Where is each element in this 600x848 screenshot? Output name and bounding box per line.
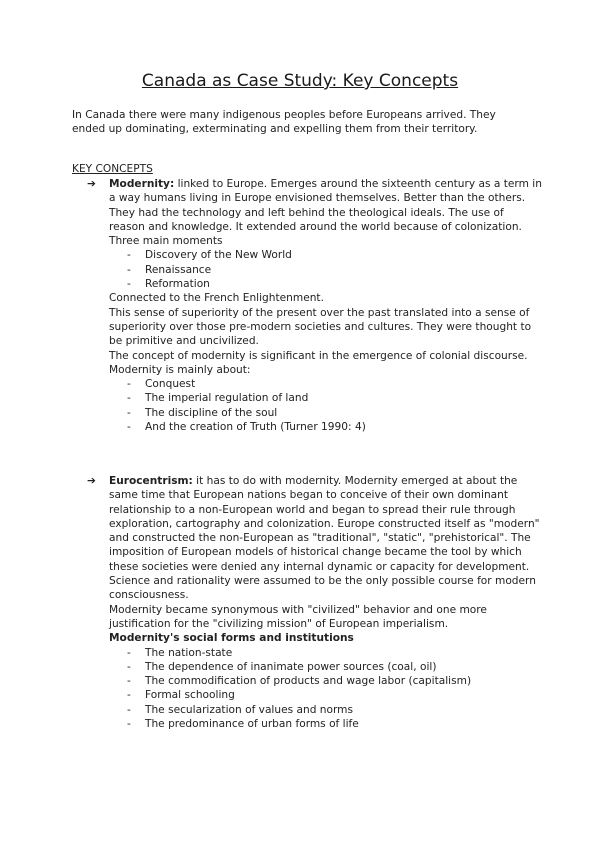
- forms-heading: Modernity's social forms and institutions: [109, 632, 354, 645]
- list-item: - Discovery of the New World: [127, 248, 542, 262]
- list-item: - The imperial regulation of land: [127, 391, 542, 405]
- modernity-section: [72, 177, 542, 434]
- list-item: - Conquest: [127, 377, 542, 391]
- modernity-definition-text: linked to Europe. Emerges around the sixteenth century as a term in a way humans living in Europe envisioned themselves. Better than the others. They had the technology and left behind the theological ideals. The use of reason and knowledge. It extended around the world because of colonization.: [109, 178, 542, 233]
- eurocentrism-paragraph: Science and rationality were assumed to be the only possible course for modern consciousness.: [109, 575, 536, 602]
- list-item: - The predominance of urban forms of life: [127, 717, 542, 731]
- eurocentrism-paragraph: Modernity became synonymous with "civilized" behavior and one more justification for the "civilizing mission" of European imperialism.: [109, 603, 487, 630]
- modernity-paragraph: The concept of modernity is significant in the emergence of colonial discourse.: [109, 349, 528, 362]
- list-item: - The discipline of the soul: [127, 406, 542, 420]
- arrow-right-icon: ➔: [87, 475, 96, 487]
- modernity-paragraph: Connected to the French Enlightenment.: [109, 292, 324, 305]
- list-item: - Reformation: [127, 277, 542, 291]
- intro-paragraph: In Canada there were many indigenous peoples before Europeans arrived. They ended up dominating, exterminating and expelling them from their territory.: [72, 109, 496, 136]
- list-item: - The nation-state: [127, 646, 542, 660]
- eurocentrism-term: Eurocentrism:: [109, 475, 193, 487]
- list-item: - The commodification of products and wage labor (capitalism): [127, 674, 542, 688]
- eurocentrism-section: [72, 474, 542, 731]
- list-item: - Formal schooling: [127, 688, 542, 702]
- eurocentrism-definition: [72, 474, 542, 574]
- about-intro: Modernity is mainly about:: [109, 363, 251, 376]
- moments-intro: Three main moments: [109, 235, 223, 248]
- key-concepts-heading: KEY CONCEPTS: [72, 163, 153, 175]
- modernity-term: Modernity:: [109, 178, 175, 190]
- page-title: Canada as Case Study: Key Concepts: [141, 71, 459, 91]
- forms-list: [72, 646, 542, 732]
- modernity-paragraph: This sense of superiority of the present over the past translated into a sense of superiority over those pre-modern societies and cultures. They were thought to be primitive and uncivilized.: [109, 306, 532, 348]
- modernity-definition: [72, 177, 542, 234]
- about-list: [72, 377, 542, 434]
- list-item: - The dependence of inanimate power sources (coal, oil): [127, 660, 542, 674]
- list-item: - The secularization of values and norms: [127, 703, 542, 717]
- arrow-right-icon: ➔: [87, 178, 96, 190]
- list-item: - Renaissance: [127, 263, 542, 277]
- eurocentrism-definition-text: it has to do with modernity. Modernity emerged at about the same time that European nations began to conceive of their own dominant relationship to a non-European world and began to spread their rule through exploration, cartography and colonization. Europe constructed itself as "modern" and constructed the non-European as "traditional", "static", "prehistorical". The imposition of European models of historical change became the tool by which these societies were denied any internal dynamic or capacity for development.: [109, 475, 540, 573]
- moments-list: [72, 248, 542, 291]
- list-item: - And the creation of Truth (Turner 1990: 4): [127, 420, 542, 434]
